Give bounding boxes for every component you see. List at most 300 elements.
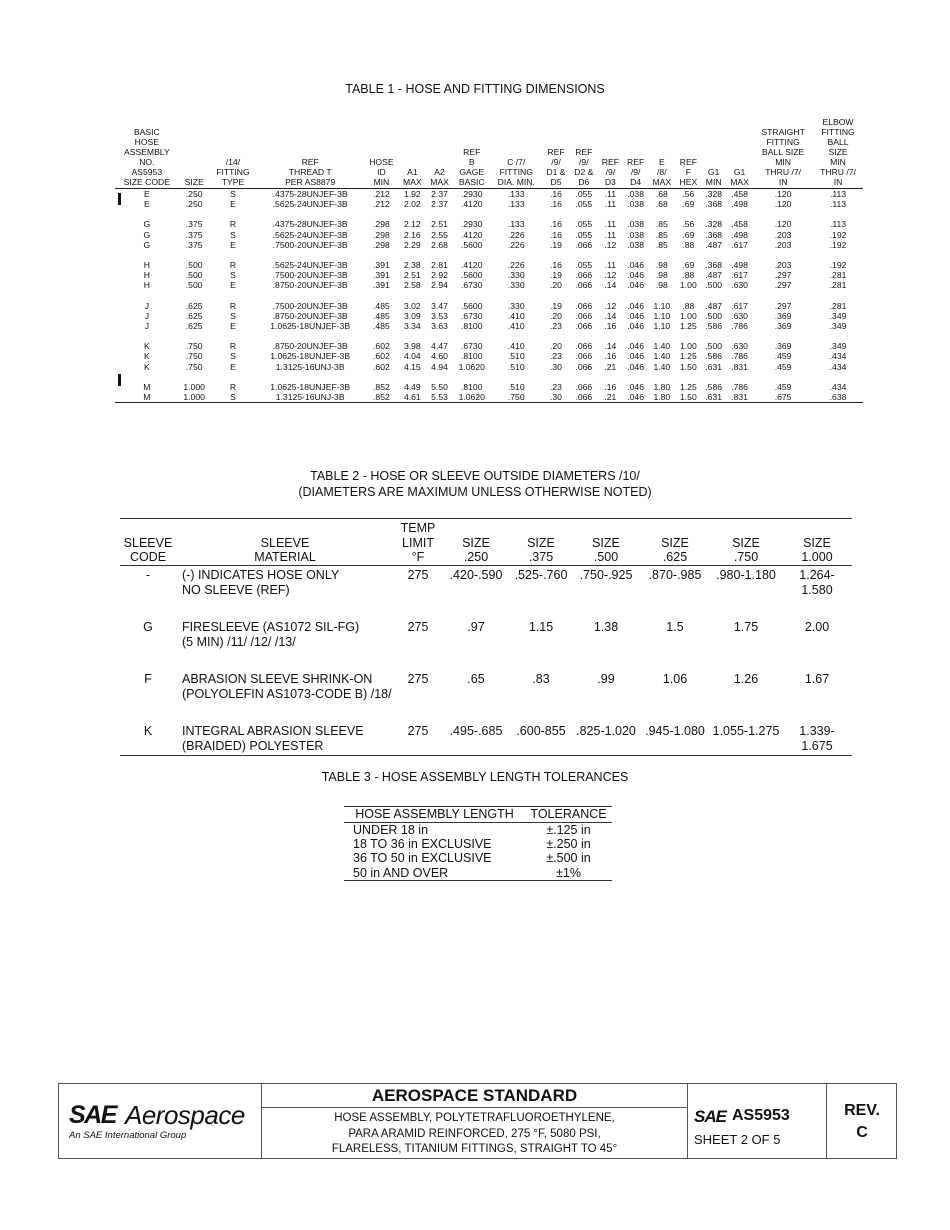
table-cell: .5600 <box>460 239 483 250</box>
table-cell: G <box>143 219 151 230</box>
table-cell: .4120 <box>460 260 483 271</box>
table-cell: .2930 <box>460 219 483 230</box>
table-cell: .586 <box>705 381 723 392</box>
table2-header-cell: SIZE .250 <box>442 519 510 566</box>
table-cell: .98 <box>655 280 668 291</box>
standard-title-cell <box>262 1084 688 1158</box>
table-cell: .16 <box>550 219 562 230</box>
table-cell: .2930 <box>460 189 483 199</box>
table-cell: S <box>230 270 236 281</box>
title-block <box>58 1083 897 1159</box>
table-cell: H <box>143 270 150 281</box>
table-cell: S <box>230 229 236 240</box>
table-cell: .298 <box>373 229 390 240</box>
table-row <box>120 722 852 756</box>
table-cell: .113 <box>829 189 847 199</box>
table-cell: .203 <box>774 260 792 271</box>
row-spacer <box>115 250 863 260</box>
table-cell: .586 <box>705 351 723 362</box>
table-cell: S <box>230 189 236 199</box>
table-cell: 2.37 <box>431 189 448 199</box>
standard-description: HOSE ASSEMBLY, POLYTETRAFLUOROETHYLENE, PARA ARAMID REINFORCED, 275 °F, 5080 PSI, FLARELESS, TITANIUM FITTINGS, STRAIGHT TO 45° <box>331 1112 618 1155</box>
spacer-cell <box>115 209 863 219</box>
table-cell: .192 <box>829 229 847 240</box>
table-cell: 3.34 <box>403 321 421 332</box>
table-cell: .066 <box>575 361 593 372</box>
table1-header-cell: E /8/ MAX <box>648 117 675 189</box>
table-cell: .12 <box>604 300 617 311</box>
table-cell: .852 <box>373 381 390 392</box>
document-number: AS5953 <box>732 1107 790 1124</box>
table1-header-cell: REF /9/ D4 <box>623 117 648 189</box>
table-cell: R <box>229 260 237 271</box>
table-cell: 4.94 <box>431 361 448 372</box>
table-cell: .066 <box>575 280 593 291</box>
table-cell: .786 <box>731 351 748 362</box>
table-cell: .20 <box>550 341 562 352</box>
table-cell: .349 <box>829 321 847 332</box>
table-cell: .20 <box>550 310 562 321</box>
table-cell: 2.38 <box>403 260 421 271</box>
table-cell: .750 <box>185 351 203 362</box>
table-cell: .046 <box>627 351 644 362</box>
table-cell: .046 <box>627 361 644 372</box>
table-cell: .391 <box>373 270 390 281</box>
table-cell: 4.49 <box>403 381 421 392</box>
table-cell: 1.0625-18UNJEF-3B <box>270 351 351 362</box>
table-cell: .11 <box>604 219 616 230</box>
table-row <box>115 341 863 351</box>
table-cell: .410 <box>507 321 525 332</box>
table-cell: S <box>230 310 236 321</box>
table-cell: .4120 <box>460 199 483 210</box>
row-spacer <box>115 209 863 219</box>
table-cell: .4375-28UNJEF-3B <box>272 219 348 230</box>
table-cell: .750-.925 <box>579 567 633 582</box>
table-row <box>120 618 852 670</box>
table-cell: 4.61 <box>399 392 426 403</box>
table-cell: 1.80 <box>653 381 671 392</box>
table-cell: .458 <box>731 219 748 230</box>
table-cell: .98 <box>655 270 668 281</box>
table-cell: .5600 <box>460 300 483 311</box>
table-cell: .85 <box>655 229 668 240</box>
table-cell: .630 <box>731 341 748 352</box>
table-row <box>115 199 863 209</box>
table-cell: .11 <box>604 229 616 240</box>
table-cell: .375 <box>185 219 203 230</box>
table-cell: .8750-20UNJEF-3B <box>272 341 348 352</box>
table-cell: .281 <box>829 280 847 291</box>
table-cell: M <box>143 381 151 392</box>
table-cell: .328 <box>705 219 723 230</box>
row-spacer <box>115 331 863 341</box>
sae-logo-mark: SAE <box>69 1101 116 1129</box>
table-cell: .487 <box>705 239 723 250</box>
table1-header-cell: REF THREAD T PER AS8879 <box>256 117 364 189</box>
table-cell: 2.92 <box>431 270 448 281</box>
table-cell: .410 <box>507 341 525 352</box>
table-cell: .16 <box>550 199 562 210</box>
table-cell: 2.02 <box>403 199 421 210</box>
table-cell: 2.29 <box>403 239 421 250</box>
table-cell: .630 <box>731 310 748 321</box>
table-cell: 3.09 <box>403 310 421 321</box>
table1-title: TABLE 1 - HOSE AND FITTING DIMENSIONS <box>345 82 605 96</box>
standard-title: AEROSPACE STANDARD <box>262 1084 687 1108</box>
table-cell: 2.37 <box>431 199 448 210</box>
table-cell: .11 <box>604 199 616 210</box>
table-cell: .349 <box>829 341 847 352</box>
table1-header-cell: A1 MAX <box>399 117 426 189</box>
table-cell: .495-.685 <box>442 722 510 756</box>
table-cell: .23 <box>550 321 562 332</box>
table-cell: 4.15 <box>403 361 421 372</box>
table-cell: .786 <box>731 321 748 332</box>
table-cell: 1.3125-16UNJ-3B <box>275 361 345 372</box>
table-cell: .638 <box>813 392 863 403</box>
table-cell: UNDER 18 in <box>353 823 429 837</box>
table2-sleeve-diameters <box>120 518 852 756</box>
table-cell: 275 <box>394 722 442 756</box>
table-cell: 1.50 <box>675 392 701 403</box>
table-cell: .30 <box>550 361 562 372</box>
table-cell: .510 <box>507 351 525 362</box>
table-cell: 4.47 <box>431 341 448 352</box>
table1-header-cell: G1 MIN <box>701 117 726 189</box>
table-cell: 1.10 <box>653 300 671 311</box>
table-cell: .586 <box>705 321 723 332</box>
table-cell: 1.40 <box>653 361 671 372</box>
table-cell: 1.50 <box>680 361 697 372</box>
table-cell: .038 <box>627 189 644 199</box>
table-cell: .7500-20UNJEF-3B <box>272 300 348 311</box>
table-cell: J <box>144 310 149 321</box>
table-cell: 1.00 <box>680 341 697 352</box>
table-cell: 1.0625-18UNJEF-3B <box>270 381 351 392</box>
table-cell: .459 <box>774 381 792 392</box>
table-cell: .85 <box>655 219 668 230</box>
table-cell: 2.68 <box>431 239 448 250</box>
table-cell: J <box>144 321 149 332</box>
table-cell: .458 <box>731 189 748 199</box>
table-cell: .12 <box>604 270 617 281</box>
table-cell: .120 <box>774 189 792 199</box>
table-cell: M <box>115 392 179 403</box>
table-cell: 1.00 <box>680 280 697 291</box>
table-cell: .498 <box>731 260 748 271</box>
table-cell: .8100 <box>460 321 483 332</box>
table2-header-cell: SIZE .750 <box>710 519 782 566</box>
revision-bar <box>118 374 121 386</box>
table-cell: .83 <box>532 671 550 686</box>
table2-header-row <box>120 519 852 566</box>
table-cell: .500 <box>185 270 203 281</box>
spacer-cell <box>115 331 863 341</box>
table-cell: .11 <box>604 260 616 271</box>
revision-bar <box>118 193 121 205</box>
table3-header-cell: TOLERANCE <box>525 807 612 823</box>
table-cell: .420-.590 <box>449 567 503 582</box>
table-cell: .625 <box>185 321 203 332</box>
table-cell: .4375-28UNJEF-3B <box>272 189 348 199</box>
table-cell: .066 <box>575 310 593 321</box>
sheet-number: SHEET 2 OF 5 <box>694 1132 781 1147</box>
table-cell: .120 <box>774 199 792 210</box>
table-cell: .226 <box>507 260 525 271</box>
table-cell: 2.81 <box>431 260 448 271</box>
table3-header-cell: HOSE ASSEMBLY LENGTH <box>344 807 525 823</box>
table-row <box>115 392 863 403</box>
table-cell: .055 <box>575 229 593 240</box>
table-cell: 275 <box>407 619 429 634</box>
table-cell: .498 <box>731 229 748 240</box>
table-cell: .369 <box>774 341 792 352</box>
table-cell: 3.02 <box>403 300 421 311</box>
table-cell: 3.53 <box>431 310 448 321</box>
table-cell: .500 <box>705 341 723 352</box>
table-cell: .298 <box>373 219 390 230</box>
table-cell: .8100 <box>460 351 483 362</box>
sae-small-logo: SAE <box>694 1107 726 1126</box>
table1-header-cell: REF /9/ D3 <box>598 117 623 189</box>
table-cell: 2.51 <box>403 270 421 281</box>
table-cell: .69 <box>682 199 695 210</box>
table-cell: .7500-20UNJEF-3B <box>272 239 348 250</box>
table1-header-cell: REF /9/ D1 & D5 <box>542 117 570 189</box>
table-cell: .250 <box>185 199 203 210</box>
spacer-cell <box>115 291 863 301</box>
table-row <box>115 280 863 290</box>
table-cell: .434 <box>829 381 847 392</box>
table-row <box>344 851 612 865</box>
table-cell: .434 <box>829 361 847 372</box>
table-cell: .825-1.020 <box>572 722 640 756</box>
table-cell: .20 <box>550 280 562 291</box>
table-cell: .625 <box>185 310 203 321</box>
table-cell: .410 <box>507 310 525 321</box>
table-cell: 2.00 <box>804 619 830 634</box>
table-cell: .066 <box>575 270 593 281</box>
table2-header-cell: SLEEVE CODE <box>120 519 176 566</box>
table-cell: K <box>143 361 150 372</box>
table-cell: .434 <box>829 351 847 362</box>
table2-title-line2: (DIAMETERS ARE MAXIMUM UNLESS OTHERWISE NOTED) <box>298 484 652 499</box>
table1-header-cell: A2 MAX <box>426 117 453 189</box>
table-cell: .23 <box>550 351 562 362</box>
table-cell: .391 <box>373 280 390 291</box>
sleeve-material-cell: FIRESLEEVE (AS1072 SIL-FG) (5 MIN) /11/ /12/ /13/ <box>182 619 360 649</box>
table-cell: .631 <box>701 392 726 403</box>
table-cell: .21 <box>604 361 617 372</box>
table-cell: 1.80 <box>648 392 675 403</box>
table-row <box>115 260 863 270</box>
table-cell: .750 <box>185 341 203 352</box>
table-cell: .750 <box>490 392 542 403</box>
table-cell: .99 <box>597 671 615 686</box>
table-cell: .298 <box>373 239 390 250</box>
table-cell: .617 <box>731 270 748 281</box>
table-cell: 1.25 <box>680 321 697 332</box>
table-cell: .330 <box>507 300 525 311</box>
table-cell: .038 <box>627 219 644 230</box>
table-cell: R <box>229 219 237 230</box>
table-cell: .4120 <box>460 229 483 240</box>
table-cell: .5625-24UNJEF-3B <box>272 229 348 240</box>
table-cell: .510 <box>507 381 525 392</box>
table-cell: 4.04 <box>403 351 421 362</box>
table-cell: .297 <box>774 280 792 291</box>
table-cell: .133 <box>507 199 525 210</box>
table-cell: .459 <box>774 351 792 362</box>
table-cell: 1.264-1.580 <box>799 567 835 597</box>
table-cell: .113 <box>829 219 847 230</box>
table-cell: .328 <box>705 189 723 199</box>
table-cell: H <box>143 280 150 291</box>
table-cell: .19 <box>550 270 562 281</box>
table-cell: .30 <box>542 392 570 403</box>
table-cell: .046 <box>627 381 644 392</box>
table-cell: 1.000 <box>183 381 205 392</box>
sleeve-material-cell: (-) INDICATES HOSE ONLY NO SLEEVE (REF) <box>182 567 340 597</box>
table-cell: .281 <box>829 300 847 311</box>
table-cell: .8750-20UNJEF-3B <box>272 280 348 291</box>
table-cell: .602 <box>373 341 390 352</box>
table-cell: .6730 <box>460 341 483 352</box>
table-cell: 50 in AND OVER <box>344 866 525 881</box>
table-cell: .19 <box>550 239 562 250</box>
table-cell: 1.26 <box>733 671 759 686</box>
sae-logo-subtitle: An SAE International Group <box>69 1130 187 1141</box>
table-cell: .330 <box>507 280 525 291</box>
table-cell: .65 <box>467 671 485 686</box>
table-cell: .226 <box>507 229 525 240</box>
table-cell: .046 <box>627 260 644 271</box>
table1-header-cell: REF F HEX <box>675 117 701 189</box>
table-cell: .297 <box>774 300 792 311</box>
table-cell: .055 <box>575 260 593 271</box>
table-row <box>115 351 863 361</box>
table-row <box>120 670 852 722</box>
table-cell: .11 <box>604 189 616 199</box>
table-cell: .192 <box>829 239 847 250</box>
table1-header-cell: /14/ FITTING TYPE <box>210 117 257 189</box>
table-cell: .500 <box>185 280 203 291</box>
table-cell: S <box>210 392 257 403</box>
table-cell: .6730 <box>460 280 483 291</box>
table-cell: .68 <box>655 189 668 199</box>
table-cell: .038 <box>627 229 644 240</box>
table-cell: .5600 <box>460 270 483 281</box>
table-cell: 1.339-1.675 <box>782 722 852 756</box>
table-cell: 1.40 <box>653 351 671 362</box>
table-cell: .852 <box>364 392 399 403</box>
table-cell: ±.125 in <box>546 823 591 837</box>
table-cell: .6730 <box>460 310 483 321</box>
table-cell: .038 <box>627 199 644 210</box>
table-row <box>344 866 612 881</box>
table-cell: .368 <box>705 260 723 271</box>
table2-header-cell: SIZE 1.000 <box>782 519 852 566</box>
table1-header-cell: G1 MAX <box>726 117 753 189</box>
table-cell: .330 <box>507 270 525 281</box>
table-cell: E <box>143 189 150 199</box>
table-cell: 2.55 <box>431 229 448 240</box>
table-cell: G <box>143 229 151 240</box>
table2-header-cell: SIZE .500 <box>572 519 640 566</box>
table-row <box>115 219 863 229</box>
sae-aerospace-logo <box>59 1084 262 1158</box>
sleeve-material-cell: INTEGRAL ABRASION SLEEVE (BRAIDED) POLYESTER <box>176 722 394 756</box>
table-cell: .617 <box>731 300 748 311</box>
table-cell: .5625-24UNJEF-3B <box>272 260 348 271</box>
table-cell: E <box>230 280 236 291</box>
table-cell: E <box>230 321 236 332</box>
table-cell: 1.00 <box>680 310 697 321</box>
table-cell: .055 <box>575 219 593 230</box>
table-cell: 275 <box>407 671 429 686</box>
table-row <box>120 565 852 618</box>
table2-header-cell: SLEEVE MATERIAL <box>176 519 394 566</box>
table-cell: .510 <box>507 361 525 372</box>
table-cell: .8750-20UNJEF-3B <box>272 310 348 321</box>
table-cell: .88 <box>682 300 695 311</box>
table-cell: .369 <box>774 310 792 321</box>
table-row <box>115 362 863 372</box>
table-row <box>115 311 863 321</box>
table-cell: .675 <box>753 392 813 403</box>
table-cell: .113 <box>829 199 847 210</box>
table-row <box>115 270 863 280</box>
table1-header-cell: C /7/ FITTING DIA. MIN. <box>490 117 542 189</box>
table2-header-cell: TEMP LIMIT °F <box>394 519 442 566</box>
table-cell: ±1% <box>525 866 612 881</box>
row-spacer <box>115 291 863 301</box>
table-cell: .631 <box>705 361 723 372</box>
table2-header-cell: SIZE .375 <box>510 519 572 566</box>
table3-title: TABLE 3 - HOSE ASSEMBLY LENGTH TOLERANCES <box>321 770 629 784</box>
table2-title-line1: TABLE 2 - HOSE OR SLEEVE OUTSIDE DIAMETERS /10/ <box>310 469 640 483</box>
table-cell: .212 <box>373 189 390 199</box>
table-cell: E <box>230 199 236 210</box>
table-cell: 1.055-1.275 <box>710 722 782 756</box>
table-cell: 1.10 <box>653 310 671 321</box>
table-cell: .485 <box>373 321 390 332</box>
table-cell: .046 <box>623 392 648 403</box>
table-cell: .281 <box>829 270 847 281</box>
table2-header-cell: SIZE .625 <box>640 519 710 566</box>
table-cell: .602 <box>373 351 390 362</box>
table-row <box>344 823 612 838</box>
table-cell: .945-1.080 <box>640 722 710 756</box>
table-row <box>344 837 612 851</box>
table-cell: J <box>144 300 149 311</box>
table-cell: .203 <box>774 239 792 250</box>
table-cell: .391 <box>373 260 390 271</box>
table3-length-tolerances <box>344 806 612 881</box>
table-cell: .12 <box>604 239 617 250</box>
table-cell: .066 <box>575 300 593 311</box>
table-cell: .250 <box>185 189 203 199</box>
table-cell: .600-855 <box>510 722 572 756</box>
table-cell: .19 <box>550 300 562 311</box>
table-cell: G <box>143 619 153 634</box>
sleeve-material-cell: ABRASION SLEEVE SHRINK-ON (POLYOLEFIN AS1073-CODE B) /18/ <box>182 671 392 701</box>
table-cell: 3.98 <box>403 341 421 352</box>
table-cell: 2.51 <box>431 219 448 230</box>
table-cell: H <box>143 260 150 271</box>
table-cell: .046 <box>627 341 644 352</box>
